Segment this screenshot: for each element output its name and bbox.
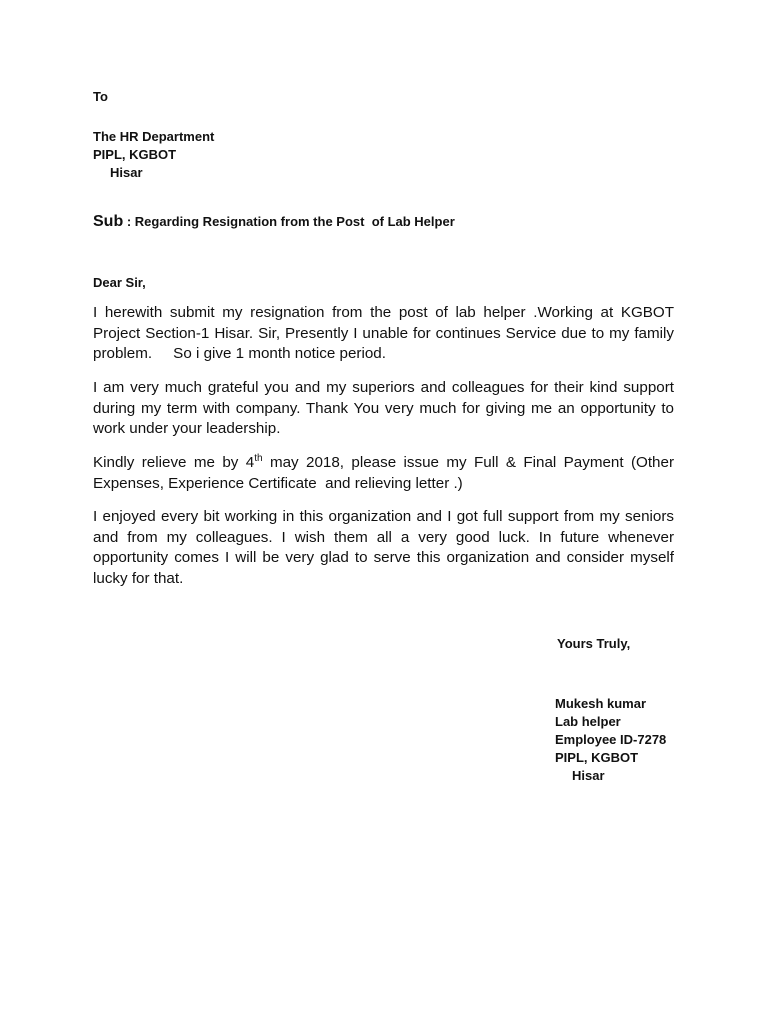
- p3-superscript: th: [254, 453, 263, 464]
- recipient-line: The HR Department: [93, 129, 215, 144]
- recipient-line: Hisar: [110, 165, 143, 180]
- signature-block: [555, 695, 666, 785]
- closing: Yours Truly,: [557, 636, 631, 651]
- signature-employee-id: Employee ID-7278: [555, 732, 667, 747]
- subject-label: Sub: [93, 213, 124, 230]
- paragraph-4: I enjoyed every bit working in this organization and I got full support from my seniors and from my colleagues. I wish them all a very good luck. In future whenever opportunity comes I will be very glad to serve this organization and consider myself lucky for that.: [93, 508, 674, 587]
- signature-city: Hisar: [572, 768, 605, 783]
- to-label: To: [93, 89, 108, 104]
- signature-name: Mukesh kumar: [555, 696, 647, 711]
- paragraph-3: [93, 453, 679, 494]
- signature-org: PIPL, KGBOT: [555, 750, 639, 765]
- recipient-address: [93, 128, 214, 182]
- subject-line: [93, 213, 455, 231]
- signature-title: Lab helper: [555, 714, 621, 729]
- subject-text: Regarding Resignation from the Post of Lab Helper: [134, 214, 455, 229]
- recipient-line: PIPL, KGBOT: [93, 147, 177, 162]
- p3-text-end: may 2018, please issue my Full & Final Payment (Other Expenses, Experience Certificate and relieving letter .): [93, 454, 679, 492]
- subject-separator: :: [123, 214, 135, 229]
- paragraph-1: I herewith submit my resignation from the post of lab helper .Working at KGBOT Project Section-1 Hisar. Sir, Presently I unable for continues Service due to my family problem. So i give 1 month notice period.: [93, 304, 679, 363]
- salutation: Dear Sir,: [93, 275, 146, 290]
- p3-text-start: Kindly relieve me by 4: [93, 454, 255, 471]
- paragraph-2: I am very much grateful you and my superiors and colleagues for their kind support during my term with company. Thank You very much for giving me an opportunity to work under your leadership.: [93, 379, 674, 438]
